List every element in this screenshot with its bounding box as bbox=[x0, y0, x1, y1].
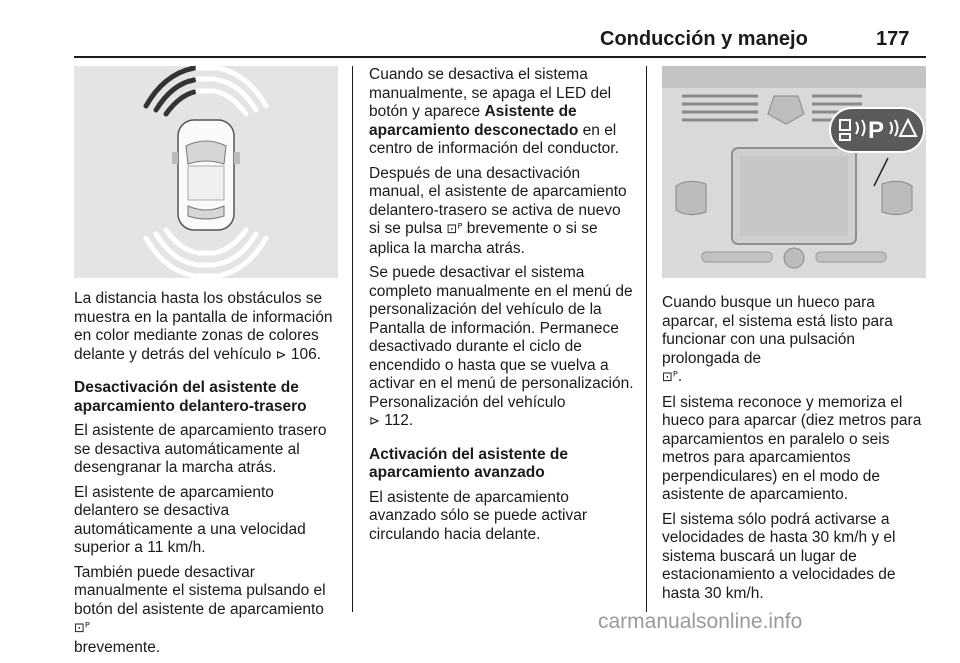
paragraph: El asistente de aparcamiento delantero se desactiva automáticamente a una velocidad superior a 11 km/h. bbox=[74, 483, 306, 556]
figure-caption: La distancia hasta los obstáculos se muestra en la pantalla de información en color mediante zonas de colores delante y detrás del vehículo ⊳ 106. bbox=[74, 290, 333, 363]
paragraph: También puede desactivar manualmente el sistema pulsando el botón del asistente de aparcamiento ⊡ᴾ brevemente. bbox=[74, 563, 326, 656]
paragraph: El asistente de aparcamiento avanzado sólo se puede activar circulando hacia delante. bbox=[369, 488, 588, 543]
page-header-title: Conducción y manejo bbox=[600, 28, 808, 50]
text-column-middle bbox=[369, 66, 635, 550]
paragraph: El sistema reconoce y memoriza el hueco para aparcar (diez metros para aparcamientos en paralelo o seis metros para aparcamientos perpendiculares) en el modo de asistente de aparcamiento. bbox=[662, 393, 922, 503]
page-reference-icon: ⊳ bbox=[275, 347, 287, 363]
parking-assist-icon: ⊡ᴾ bbox=[446, 222, 463, 237]
paragraph: Después de una desactivación manual, el asistente de aparcamiento delantero-trasero se activa de nuevo si se pulsa ⊡ᴾ brevemente o si se aplica la marcha atrás. bbox=[369, 164, 627, 257]
page-number: 177 bbox=[876, 28, 910, 50]
parking-sensor-figure bbox=[74, 66, 338, 278]
watermark: carmanualsonline.info bbox=[598, 610, 803, 633]
paragraph: Cuando se desactiva el sistema manualmente, se apaga el LED del botón y aparece Asistente de aparcamiento desconectado en el centro de información del conductor. bbox=[369, 66, 619, 157]
page-reference-icon: ⊳ bbox=[369, 414, 380, 429]
paragraph: El asistente de aparcamiento trasero se desactiva automáticamente al desengranar la marcha atrás. bbox=[74, 422, 327, 476]
column-divider bbox=[646, 66, 647, 612]
dashboard-figure bbox=[662, 66, 926, 278]
column-divider bbox=[352, 66, 353, 612]
parking-assist-icon: ⊡ᴾ bbox=[662, 370, 678, 385]
section-heading: Desactivación del asistente de aparcamiento delantero-trasero bbox=[74, 379, 307, 415]
paragraph: El sistema sólo podrá activarse a velocidades de hasta 30 km/h y el sistema buscará un lugar de estacionamiento a velocidades de hasta 30 km/h. bbox=[662, 510, 896, 602]
text-column-right bbox=[662, 294, 928, 609]
parking-assist-icon: ⊡ᴾ bbox=[74, 621, 90, 636]
header-rule bbox=[74, 56, 926, 58]
paragraph: Cuando busque un hueco para aparcar, el sistema está listo para funcionar con una pulsación prolongada de ⊡ᴾ. bbox=[662, 294, 893, 385]
paragraph: Se puede desactivar el sistema completo manualmente en el menú de personalización del vehículo de la Pantalla de información. Permanece desactivado durante el ciclo de encendido o hasta que se vuelva a activar en el menú de personalización. Personalización del vehículo ⊳ 112. bbox=[369, 264, 634, 429]
section-heading: Activación del asistente de aparcamiento avanzado bbox=[369, 445, 568, 481]
button-letter: P bbox=[868, 117, 885, 144]
text-column-left bbox=[74, 290, 340, 663]
